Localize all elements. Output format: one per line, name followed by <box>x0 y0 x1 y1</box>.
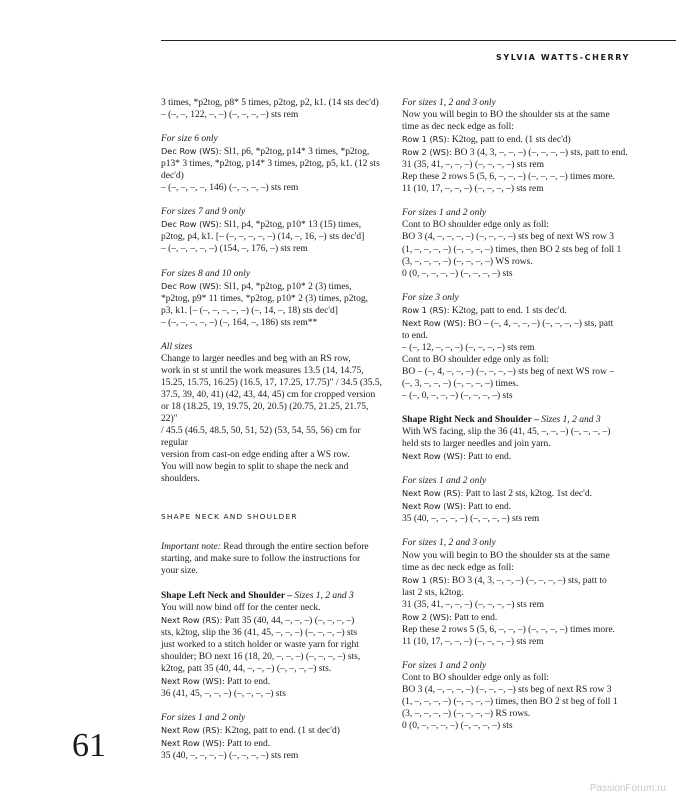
text-line: 11 (10, 17, –, –, –) (–, –, –, –) sts rem <box>402 636 544 647</box>
watermark: PassionForum.ru <box>589 783 666 794</box>
text-line: to end. <box>402 330 428 341</box>
text-line: Cont to BO shoulder edge only as foll: <box>402 354 549 365</box>
text-line: time as dec neck edge as foll: <box>402 122 514 133</box>
author-header: SYLVIA WATTS-CHERRY <box>495 53 630 62</box>
row-label: Row 1 (RS): <box>402 134 450 145</box>
text-line: 31 (35, 41, –, –, –) (–, –, –, –) sts rem <box>402 599 544 610</box>
text-line: *p2tog, p9* 11 times, *p2tog, p10* 2 (3) times, p2tog, <box>161 293 369 304</box>
text-line: k2tog, patt 35 (40, 44, –, –, –) (–, –, –, –) sts. <box>161 663 332 674</box>
text-line: 0 (0, –, –, –, –) (–, –, –, –) sts <box>402 268 513 279</box>
size-heading: For sizes 1 and 2 only <box>161 712 246 723</box>
text-line: p3, k1. [– (–, –, –, –, –) (–, 14, –, 18) sts dec'd] <box>161 305 338 316</box>
row-text: K2tog, patt to end. (1 st dec'd) <box>222 725 340 736</box>
instruction-line <box>161 737 387 750</box>
text-line: You will now bind off for the center neck. <box>161 602 321 613</box>
text-line: 35 (40, –, –, –, –) (–, –, –, –) sts rem <box>161 751 299 762</box>
instruction-line <box>161 724 387 737</box>
size-heading: For sizes 8 and 10 only <box>161 268 250 279</box>
size-heading: For size 3 only <box>402 292 459 303</box>
text-line: – (–, 0, –, –, –) (–, –, –, –) sts <box>402 391 513 402</box>
row-text: Patt to last 2 sts, k2tog. 1st dec'd. <box>463 489 592 500</box>
size-heading: For sizes 1 and 2 only <box>402 660 487 671</box>
instruction-line <box>402 304 628 317</box>
text-line: time as dec neck edge as foll: <box>402 562 514 573</box>
row-text: Patt to end. <box>451 612 498 623</box>
text-line: held sts to larger needles and join yarn. <box>402 439 551 450</box>
text-line: Now you will begin to BO the shoulder sts at the same <box>402 550 610 561</box>
row-label: Dec Row (WS): <box>161 146 222 157</box>
row-text: Patt to end. <box>465 452 512 463</box>
row-label: Next Row (RS): <box>402 488 464 499</box>
instruction-line <box>161 145 387 158</box>
text-line: your size. <box>161 566 198 577</box>
section-heading: SHAPE NECK AND SHOULDER <box>161 512 298 522</box>
text-line: version from cast-on edge ending after a WS row. <box>161 450 350 461</box>
text-line: BO – (–, 4, –, –, –) (–, –, –, –) sts beg of next WS row – <box>402 366 614 377</box>
row-label: Next Row (WS): <box>161 675 225 686</box>
subsection-title-text: Shape Left Neck and Shoulder – <box>161 590 293 601</box>
text-line: shoulders. <box>161 474 200 485</box>
row-text: BO 3 (4, 3, –, –, –) (–, –, –, –) sts, patt to <box>449 575 607 586</box>
instruction-line <box>402 611 628 624</box>
instruction-line <box>161 614 387 627</box>
subsection-title-text: Shape Right Neck and Shoulder – <box>402 415 539 426</box>
row-text: Sl1, p4, *p2tog, p10* 13 (15) times, <box>221 220 362 231</box>
subsection-sizes: Sizes 1, 2 and 3 <box>292 590 354 601</box>
page-number: 61 <box>72 727 106 764</box>
text-line: Change to larger needles and beg with an RS row, <box>161 353 351 364</box>
instruction-line <box>402 487 628 500</box>
row-label: Next Row (WS): <box>402 501 466 512</box>
text-line: (3, –, –, –, –) (–, –, –, –) WS rows. <box>402 256 533 267</box>
text-line: 35 (40, –, –, –, –) (–, –, –, –) sts rem <box>402 514 540 525</box>
text-line: p2tog, p4, k1. [– (–, –, –, –, –) (14, –, 16, –) sts dec'd] <box>161 232 365 243</box>
text-line: BO 3 (4, –, –, –, –) (–, –, –, –) sts beg of next RS row 3 <box>402 684 612 695</box>
text-line: – (–, 12, –, –, –) (–, –, –, –) sts rem <box>402 342 535 353</box>
row-text: Patt 35 (40, 44, –, –, –) (–, –, –, –) <box>222 615 355 626</box>
text-line: (1, –, –, –, –) (–, –, –, –) times, then BO 2 st beg of foll 1 <box>402 697 618 708</box>
text-line: Rep these 2 rows 5 (5, 6, –, –, –) (–, –, –, –) times more. <box>402 624 615 635</box>
text-line: With WS facing, slip the 36 (41, 45, –, –, –) (–, –, –, –) <box>402 427 611 438</box>
text-line: (1, –, –, –, –) (–, –, –, –) times, then BO 2 sts beg of foll 1 <box>402 244 622 255</box>
row-label: Next Row (WS): <box>402 317 466 328</box>
text-line: dec'd) <box>161 171 184 182</box>
text-line: Cont to BO shoulder edge only as foll: <box>402 220 549 231</box>
instruction-line <box>402 133 628 146</box>
note-label: Important note: <box>161 542 221 553</box>
text-line: 3 times, *p2tog, p8* 5 times, p2tog, p2, k1. (14 sts dec'd) <box>161 98 379 108</box>
instruction-line <box>402 317 628 330</box>
row-text: Patt to end. <box>465 502 512 513</box>
row-text: BO 3 (4, 3, –, –, –) (–, –, –, –) sts, patt to end. <box>451 148 628 159</box>
subsection-title <box>402 414 628 426</box>
size-heading: For sizes 1, 2 and 3 only <box>402 538 496 549</box>
text-line: – (–, –, –, –, 146) (–, –, –, –) sts rem <box>161 183 299 194</box>
text-line: work in st st until the work measures 13.5 (14, 14.75, <box>161 365 364 376</box>
row-label: Row 2 (WS): <box>402 611 452 622</box>
text-line: Now you will begin to BO the shoulder sts at the same <box>402 110 610 121</box>
text-line: (3, –, –, –, –) (–, –, –, –) RS rows. <box>402 709 531 720</box>
row-label: Row 1 (RS): <box>402 574 450 585</box>
right-column <box>402 97 628 732</box>
instruction-line <box>161 218 387 231</box>
subsection-sizes: Sizes 1, 2 and 3 <box>538 415 601 426</box>
row-label: Dec Row (WS): <box>161 280 222 291</box>
row-text: K2tog, patt to end. (1 sts dec'd) <box>449 135 571 146</box>
instruction-line <box>402 500 628 513</box>
text-line: – (–, –, –, –, –) (154, –, 176, –) sts rem <box>161 244 308 255</box>
text-line: 0 (0, –, –, –, –) (–, –, –, –) sts <box>402 721 513 732</box>
text-line: shoulder; BO next 16 (18, 20, –, –, –) (–, –, –, –) sts, <box>161 651 361 662</box>
row-text: Sl1, p6, *p2tog, p14* 3 times, *p2tog, <box>221 147 370 158</box>
instruction-line <box>161 280 387 293</box>
row-label: Dec Row (WS): <box>161 219 222 230</box>
text-line: p13* 3 times, *p2tog, p14* 3 times, p2tog, p5, k1. (12 sts <box>161 159 380 170</box>
text-line: 15.25, 15.75, 16.25) (16.5, 17, 17.25, 17.75)" / 34.5 (35.5, <box>161 377 383 388</box>
row-label: Next Row (RS): <box>161 614 223 625</box>
row-text: Patt to end. <box>224 676 271 687</box>
row-text: Patt to end. <box>224 739 271 750</box>
instruction-line <box>161 675 387 688</box>
text-line: 11 (10, 17, –, –, –) (–, –, –, –) sts rem <box>402 184 544 195</box>
text-line: – (–, –, –, –, –) (–, 164, –, 186) sts rem** <box>161 317 318 328</box>
subsection-title <box>161 590 387 602</box>
header-rule <box>161 40 676 41</box>
text-line: / 45.5 (46.5, 48.5, 50, 51, 52) (53, 54, 55, 56) cm for regular <box>161 426 361 449</box>
text-line: BO 3 (4, –, –, –, –) (–, –, –, –) sts beg of next WS row 3 <box>402 232 614 243</box>
text-line: – (–, –, 122, –, –) (–, –, –, –) sts rem <box>161 110 299 121</box>
text-line: or 18 (18.25, 19, 19.75, 20, 20.5) (20.75, 21.25, 21.75, 22)" <box>161 401 369 425</box>
row-label: Next Row (WS): <box>161 738 225 749</box>
size-heading: For sizes 1 and 2 only <box>402 476 487 487</box>
note-line <box>161 541 387 553</box>
text-line: starting, and make sure to follow the instructions for <box>161 554 361 565</box>
text-line: You will now begin to split to shape the neck and <box>161 462 349 473</box>
size-heading: For sizes 7 and 9 only <box>161 207 246 218</box>
size-heading: For sizes 1, 2 and 3 only <box>402 98 496 108</box>
row-text: Sl1, p4, *p2tog, p10* 2 (3) times, <box>221 281 352 292</box>
instruction-line <box>402 574 628 587</box>
text-line: sts, k2tog, slip the 36 (41, 45, –, –, –) (–, –, –, –) sts <box>161 627 358 638</box>
left-column <box>161 97 387 762</box>
text-line: (–, 3, –, –, –) (–, –, –, –) times. <box>402 378 519 389</box>
size-heading: All sizes <box>161 341 193 352</box>
row-label: Next Row (WS): <box>402 451 466 462</box>
note-text: Read through the entire section before <box>220 542 369 553</box>
size-heading: For sizes 1 and 2 only <box>402 208 487 219</box>
text-line: just worked to a stitch holder or waste yarn for right <box>161 639 359 650</box>
row-label: Row 1 (RS): <box>402 304 450 315</box>
text-line: last 2 sts, k2tog. <box>402 587 464 598</box>
row-text: BO – (–, 4, –, –, –) (–, –, –, –) sts, patt <box>465 318 614 329</box>
text-line: Cont to BO shoulder edge only as foll: <box>402 672 549 683</box>
text-line: 36 (41, 45, –, –, –) (–, –, –, –) sts <box>161 688 286 699</box>
text-line: 37.5, 39, 40, 41) (42, 43, 44, 45) cm for cropped version <box>161 389 376 400</box>
row-text: K2tog, patt to end. 1 sts dec'd. <box>449 305 567 316</box>
text-line: 31 (35, 41, –, –, –) (–, –, –, –) sts rem <box>402 160 544 171</box>
size-heading: For size 6 only <box>161 134 218 145</box>
row-label: Row 2 (WS): <box>402 147 452 158</box>
text-line: Rep these 2 rows 5 (5, 6, –, –, –) (–, –, –, –) times more. <box>402 172 615 183</box>
row-label: Next Row (RS): <box>161 724 223 735</box>
instruction-line <box>402 450 628 463</box>
instruction-line <box>402 146 628 159</box>
